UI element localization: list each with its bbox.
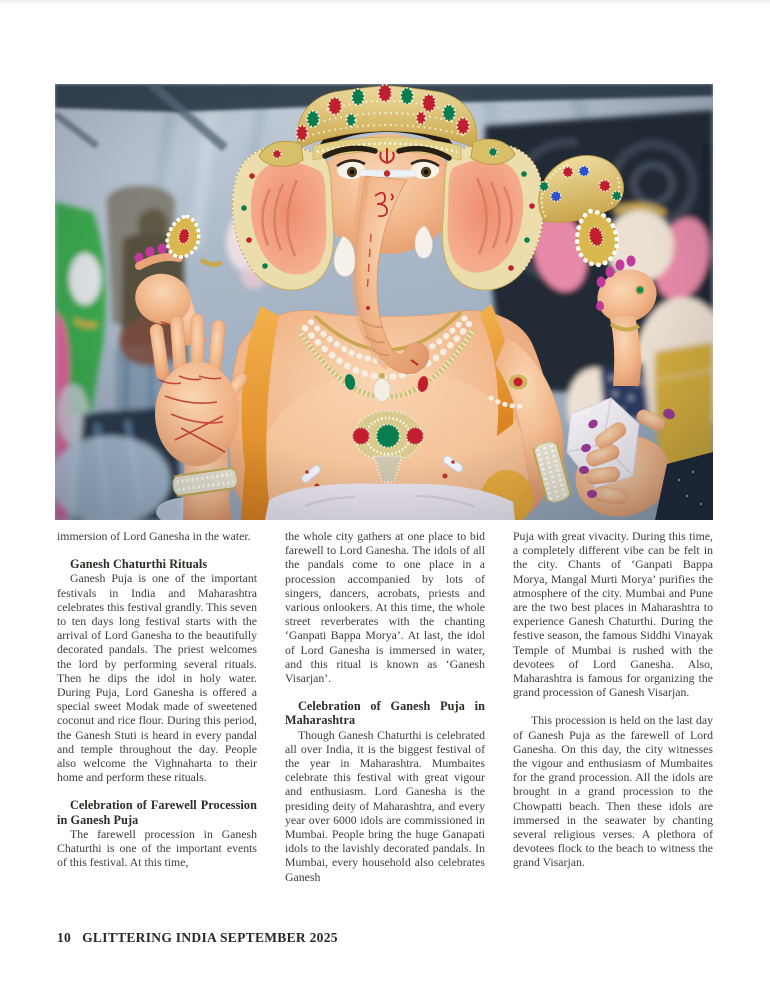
section-heading-rituals: Ganesh Chaturthi Rituals [70, 557, 208, 572]
page-footer [57, 930, 338, 946]
article-body [57, 529, 713, 884]
ganesha-photo [55, 84, 713, 520]
column-2 [285, 529, 485, 884]
magazine-title: GLITTERING INDIA SEPTEMBER 2025 [82, 930, 338, 945]
paragraph: The farewell procession in Ganesh Chaturthi is one of the important events of this festival. At this time, [57, 826, 257, 870]
vignette [55, 84, 713, 520]
paragraph: This procession is held on the last day of Ganesh Puja as the farewell of Lord Ganesha. On this day, the city witnesses the vigour and enthusiasm of Mumbaites for the grand procession. All the idols are brought in a grand procession to the Chowpatti beach. Then these idols are immersed in the seawater by chanting several religious verses. A plethora of devotees flock to the beach to witness the grand Visarjan. [513, 713, 713, 870]
section-heading-farewell: Celebration of Farewell Procession in Ganesh Puja [57, 798, 257, 827]
paragraph: Ganesh Puja is one of the important festivals in India and Maharashtra celebrates this festival grandly. This seven to ten days long festival starts with the arrival of Lord Ganesha to the beautifully decorated pandals. The priest welcomes the lord by performing several rituals. Then he dips the idol in holy water. During Puja, Lord Ganesha is offered a special sweet Modak made of sweetened coconut and rice flour. During this period, the Ganesh Stuti is heard in every pandal and temple throughout the day. People also welcome the Vighnaharta to their home and perform these rituals. [57, 571, 257, 785]
paragraph: Puja with great vivacity. During this time, a completely different vibe can be felt in the city. Chants of ‘Ganpati Bappa Morya, Mangal Murti Morya’ purifies the atmosphere of the city. Mumbai and Pune are the two best places in Maharashtra to experience Ganesh Chaturthi. During the festive season, the famous Siddhi Vinayak Temple of Mumbai is rushed with the devotees of Lord Ganesha. Also, Maharashtra is famous for organizing the grand procession of Ganesh Visarjan. [513, 529, 713, 700]
section-heading-maharashtra: Celebration of Ganesh Puja in Maharashtra [285, 699, 485, 728]
paragraph: the whole city gathers at one place to bid farewell to Lord Ganesha. The idols of all the pandals come to one place in a procession accompanied by lots of singers, dancers, acrobats, priests and various onlookers. At this time, the whole street reverberates with the chanting ‘Ganpati Bappa Morya’. At last, the idol of Lord Ganesha is immersed in water, and this ritual is known as ‘Ganesh Visarjan’. [285, 529, 485, 686]
column-3 [513, 529, 713, 884]
column-1 [57, 529, 257, 884]
paragraph: immersion of Lord Ganesha in the water. [57, 529, 251, 543]
paragraph: Though Ganesh Chaturthi is celebrated all over India, it is the biggest festival of the year in Maharashtra. Mumbaites celebrate this festival with great vigour and enthusiasm. Lord Ganesha is the presiding deity of Maharashtra, and every year over 6000 idols are commissioned in Mumbai. People bring the huge Ganapati idols to the lavishly decorated pandals. In Mumbai, every household also celebrates Ganesh [285, 727, 485, 884]
page-number: 10 [57, 930, 72, 945]
